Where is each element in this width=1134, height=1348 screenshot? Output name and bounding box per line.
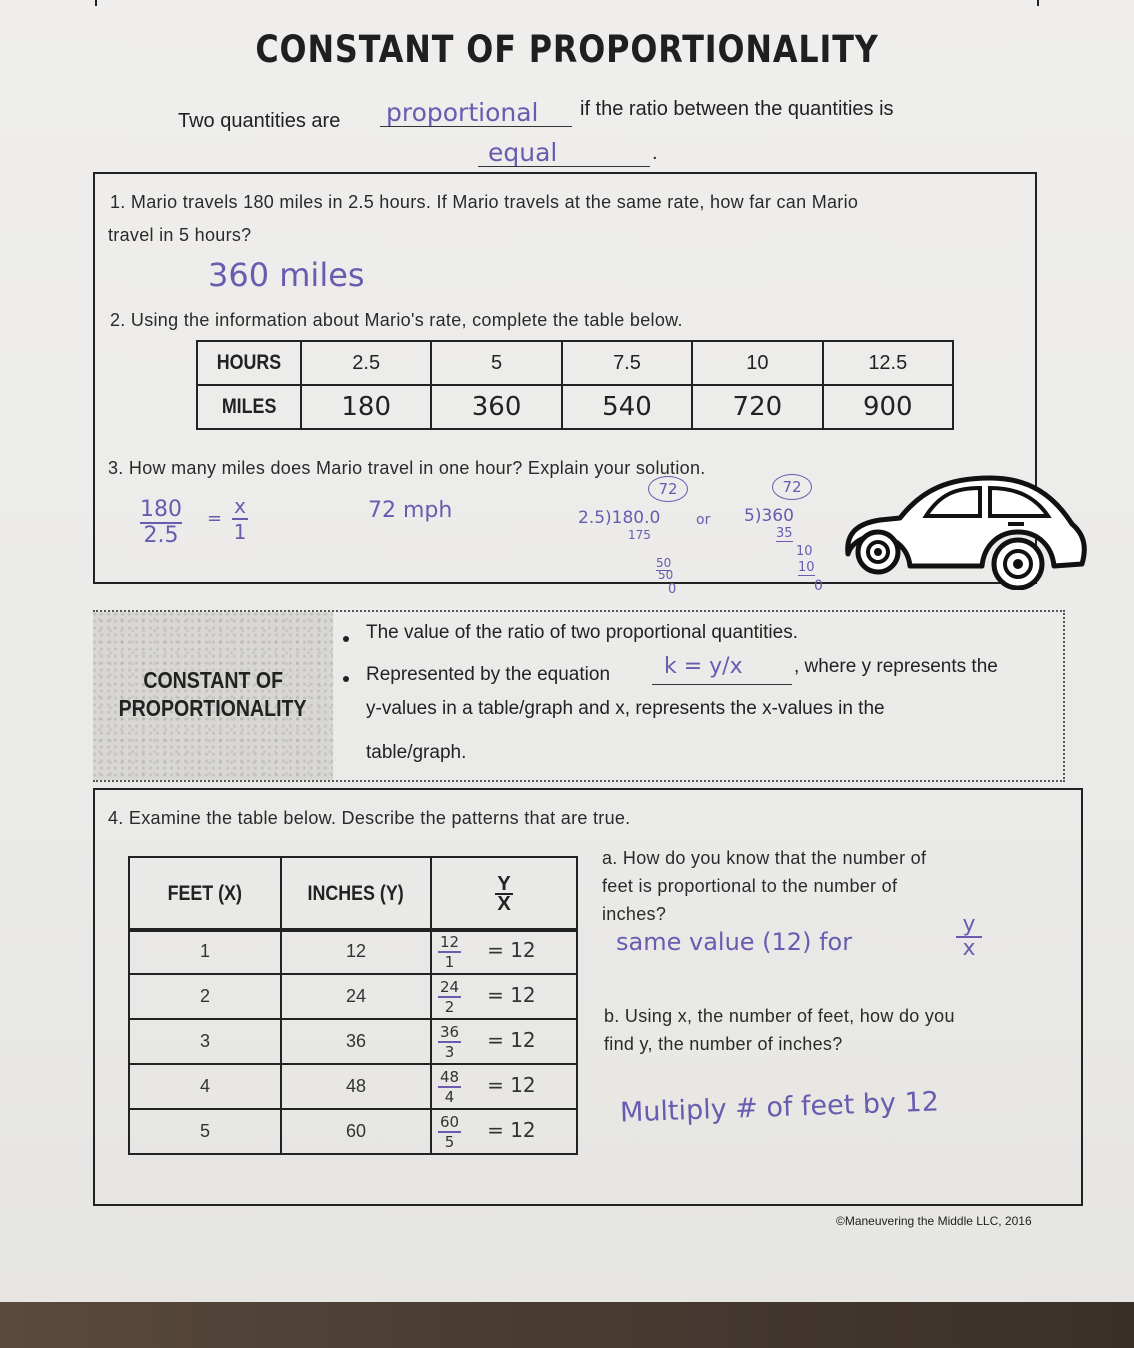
q3-div1-r1: 50 bbox=[656, 556, 672, 570]
q3-text: 3. How many miles does Mario travel in one hour? Explain your solution. bbox=[108, 458, 706, 478]
intro-text-after: if the ratio between the quantities is bbox=[580, 98, 894, 120]
q3-work-one: 1 bbox=[233, 520, 247, 544]
ratio-header-x: X bbox=[497, 893, 511, 915]
ratio-fraction bbox=[438, 1113, 461, 1151]
hours-label-cell bbox=[197, 341, 301, 385]
table-row-miles bbox=[197, 385, 953, 429]
col-feet-header bbox=[129, 857, 281, 931]
ratio-fraction bbox=[438, 1068, 461, 1106]
feet-cell: 1 bbox=[129, 929, 281, 974]
q4a-line3: inches? bbox=[602, 904, 667, 924]
q1-line1: 1. Mario travels 180 miles in 2.5 hours. If Mario travels at the same rate, how far can Mario bbox=[110, 192, 859, 212]
feet-inches-table bbox=[128, 856, 578, 932]
hours-cell: 2.5 bbox=[301, 341, 431, 385]
intro-period: . bbox=[652, 142, 658, 164]
q4a-answer: same value (12) for bbox=[616, 928, 853, 956]
hours-cell: 5 bbox=[431, 341, 561, 385]
top-border bbox=[95, 0, 1039, 6]
ratio-cell bbox=[431, 929, 577, 974]
col-ratio-header bbox=[431, 857, 577, 931]
ratio-numerator: 48 bbox=[440, 1067, 460, 1086]
ratio-cell bbox=[431, 1019, 577, 1064]
table-row bbox=[129, 929, 577, 974]
q3-equals: = bbox=[207, 508, 223, 529]
q3-div2-sub: 35 bbox=[776, 526, 793, 541]
q3-div1: 2.5)180.0 bbox=[578, 508, 661, 528]
ratio-denominator: 2 bbox=[444, 997, 455, 1016]
q4a-answer-fraction bbox=[956, 914, 982, 960]
page-title: CONSTANT OF PROPORTIONALITY bbox=[255, 28, 879, 71]
ratio-denominator: 3 bbox=[444, 1042, 455, 1061]
inches-cell: 24 bbox=[281, 974, 431, 1019]
bullet-dot bbox=[343, 676, 349, 682]
q3-work-denominator: 2.5 bbox=[143, 523, 179, 548]
definition-bullet2-before: Represented by the equation bbox=[366, 664, 611, 685]
q4a-line2: feet is proportional to the number of bbox=[602, 876, 898, 896]
q4b-line2: find y, the number of inches? bbox=[604, 1034, 843, 1054]
q3-div1-quotient: 72 bbox=[648, 476, 688, 502]
ratio-header-fraction bbox=[495, 875, 512, 913]
q3-div1-r3: 0 bbox=[668, 582, 677, 597]
table-header-row bbox=[129, 857, 577, 931]
q3-div2-r2: 10 bbox=[798, 560, 815, 575]
feet-cell: 4 bbox=[129, 1064, 281, 1109]
ratio-cell bbox=[431, 1064, 577, 1109]
definition-label-line2: PROPORTIONALITY bbox=[119, 695, 307, 721]
col-inches-label: INCHES (Y) bbox=[307, 882, 405, 905]
feet-cell: 5 bbox=[129, 1109, 281, 1154]
definition-label-line1: CONSTANT OF bbox=[143, 667, 283, 693]
definition-label bbox=[93, 666, 333, 722]
definition-bullet2-after: , where y represents the bbox=[794, 656, 998, 677]
col-feet-label: FEET (X) bbox=[167, 882, 243, 905]
hours-miles-table bbox=[196, 340, 954, 430]
ratio-numerator: 12 bbox=[440, 932, 460, 951]
ratio-result: = 12 bbox=[487, 1028, 536, 1052]
ratio-cell bbox=[431, 974, 577, 1019]
ratio-denominator: 1 bbox=[444, 952, 455, 971]
table-row bbox=[129, 1019, 577, 1064]
inches-cell: 60 bbox=[281, 1109, 431, 1154]
miles-cell: 540 bbox=[562, 385, 692, 429]
definition-bullet2-line3: table/graph. bbox=[366, 742, 467, 763]
q3-work-x: x bbox=[232, 494, 248, 520]
q3-div1-r2: 50 bbox=[658, 568, 674, 582]
ratio-result: = 12 bbox=[487, 938, 536, 962]
ratio-numerator: 60 bbox=[440, 1112, 460, 1131]
miles-label: MILES bbox=[221, 395, 277, 418]
equation-answer: k = y/x bbox=[664, 654, 743, 679]
q1-answer: 360 miles bbox=[208, 256, 365, 294]
miles-cell: 360 bbox=[431, 385, 561, 429]
q3-work-numerator: 180 bbox=[140, 497, 182, 522]
ratio-fraction bbox=[438, 933, 461, 971]
ratio-numerator: 36 bbox=[440, 1022, 460, 1041]
copyright-footer: ©Maneuvering the Middle LLC, 2016 bbox=[836, 1214, 1032, 1228]
miles-cell: 720 bbox=[692, 385, 822, 429]
miles-cell: 180 bbox=[301, 385, 431, 429]
table-row-hours bbox=[197, 341, 953, 385]
ratio-denominator: 5 bbox=[444, 1132, 455, 1151]
feet-inches-rows bbox=[128, 928, 578, 1155]
ratio-header-y: Y bbox=[497, 873, 511, 895]
miles-label-cell bbox=[197, 385, 301, 429]
q3-fraction-180-2-5 bbox=[140, 498, 182, 548]
q3-div2-r1: 10 bbox=[796, 544, 813, 559]
feet-cell: 2 bbox=[129, 974, 281, 1019]
definition-bullet1: The value of the ratio of two proportional quantities. bbox=[366, 622, 798, 643]
car-illustration bbox=[840, 466, 1088, 590]
q3-div2-r3: 0 bbox=[814, 578, 823, 594]
table-surface bbox=[0, 1302, 1134, 1348]
q4-text: 4. Examine the table below. Describe the patterns that are true. bbox=[108, 808, 631, 828]
q3-div2-quotient: 72 bbox=[772, 474, 812, 500]
ratio-denominator: 4 bbox=[444, 1087, 455, 1106]
q2-text: 2. Using the information about Mario's rate, complete the table below. bbox=[110, 310, 683, 330]
q1-line2: travel in 5 hours? bbox=[108, 225, 252, 245]
intro-text-before: Two quantities are bbox=[178, 110, 341, 132]
ratio-result: = 12 bbox=[487, 1118, 536, 1142]
q3-or: or bbox=[696, 512, 711, 528]
inches-cell: 12 bbox=[281, 929, 431, 974]
ratio-cell bbox=[431, 1109, 577, 1154]
blank-equation bbox=[652, 684, 792, 685]
q3-answer: 72 mph bbox=[368, 498, 453, 523]
definition-bullet2-line2: y-values in a table/graph and x, represents the x-values in the bbox=[366, 698, 885, 719]
ratio-fraction bbox=[438, 978, 461, 1016]
hours-cell: 10 bbox=[692, 341, 822, 385]
hours-cell: 12.5 bbox=[823, 341, 953, 385]
q4b-answer: Multiply # of feet by 12 bbox=[619, 1086, 940, 1129]
hours-label: HOURS bbox=[216, 351, 282, 374]
table-row bbox=[129, 974, 577, 1019]
table-row bbox=[129, 1109, 577, 1154]
table-row bbox=[129, 1064, 577, 1109]
ratio-result: = 12 bbox=[487, 983, 536, 1007]
feet-cell: 3 bbox=[129, 1019, 281, 1064]
col-inches-header bbox=[281, 857, 431, 931]
ratio-result: = 12 bbox=[487, 1073, 536, 1097]
ratio-numerator: 24 bbox=[440, 977, 460, 996]
miles-cell: 900 bbox=[823, 385, 953, 429]
answer-proportional: proportional bbox=[386, 98, 539, 127]
q4a-frac-x: x bbox=[962, 936, 976, 961]
q3-div2: 5)360 bbox=[744, 506, 794, 526]
hours-cell: 7.5 bbox=[562, 341, 692, 385]
ratio-fraction bbox=[438, 1023, 461, 1061]
inches-cell: 48 bbox=[281, 1064, 431, 1109]
q3-fraction-x-1 bbox=[232, 494, 248, 544]
q4a-frac-y: y bbox=[956, 914, 982, 938]
answer-equal: equal bbox=[488, 138, 558, 167]
bullet-dot bbox=[343, 636, 349, 642]
inches-cell: 36 bbox=[281, 1019, 431, 1064]
q3-div1-sub: 175 bbox=[628, 528, 651, 542]
q4a-line1: a. How do you know that the number of bbox=[602, 848, 927, 868]
q4b-line1: b. Using x, the number of feet, how do you bbox=[604, 1006, 955, 1026]
